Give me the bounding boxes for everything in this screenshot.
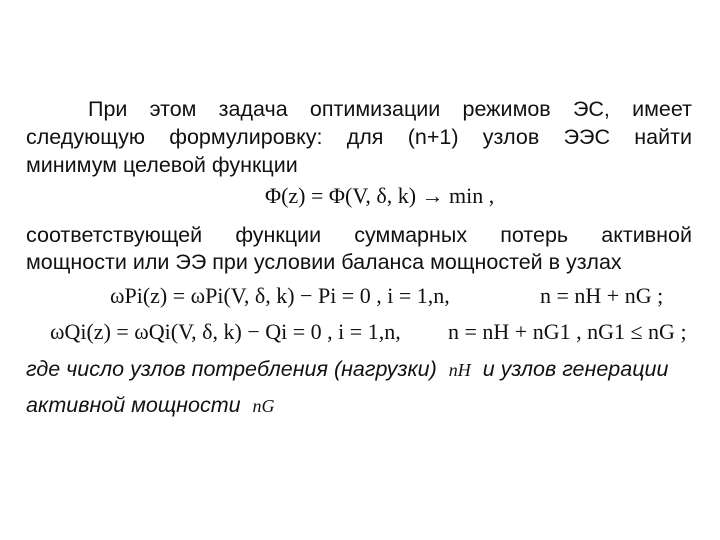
formula-text: ωPi(z) = ωPi(V, δ, k) − Pi = 0 , i = 1,n, (110, 283, 450, 308)
word: потерь (500, 223, 569, 247)
text-fragment: и узлов генерации (482, 357, 669, 381)
text-line-5: мощности или ЭЭ при условии баланса мощностей в узлах (26, 250, 622, 274)
word: соответствующей (26, 223, 203, 247)
text-line-3: минимум целевой функции (26, 153, 298, 177)
word: режимов (462, 97, 551, 121)
word: имеет (632, 97, 692, 121)
word: для (346, 125, 384, 149)
word: найти (634, 125, 692, 149)
formula-condition: n = nH + nG ; (540, 283, 664, 308)
word: ЭС, (572, 97, 610, 121)
formula-text: ωQi(z) = ωQi(V, δ, k) − Qi = 0 , i = 1,n, (50, 319, 401, 344)
word: суммарных (354, 223, 468, 247)
text-line-2 (26, 124, 692, 150)
word: функции (235, 223, 322, 247)
text-fragment: активной мощности (26, 393, 241, 417)
active-power-balance-formula (110, 282, 450, 310)
word: (n+1) (407, 125, 459, 149)
word: этом (149, 97, 197, 121)
word: ЭЭС (563, 125, 611, 149)
text-line-1 (88, 96, 692, 122)
formula-condition: n = nH + nG1 , nG1 ≤ nG ; (448, 319, 687, 344)
word: активной (601, 223, 692, 247)
text-line-7 (26, 392, 692, 419)
word: формулировку: (169, 125, 323, 149)
reactive-power-node-condition (448, 318, 687, 346)
generation-nodes-symbol: nG (252, 396, 275, 416)
word: следующую (26, 125, 146, 149)
word: оптимизации (309, 97, 441, 121)
formula-text: Φ(z) = Φ(V, δ, k) → min , (265, 183, 495, 208)
word: При (88, 97, 128, 121)
word: задача (218, 97, 288, 121)
text-line-6 (26, 356, 692, 383)
objective-function-formula (265, 182, 494, 210)
word: узлов (482, 125, 540, 149)
load-nodes-symbol: nH (448, 360, 471, 380)
text-fragment: где число узлов потребления (нагрузки) (26, 357, 437, 381)
text-line-4 (26, 222, 692, 248)
active-power-node-condition (540, 282, 663, 310)
reactive-power-balance-formula (50, 318, 401, 346)
